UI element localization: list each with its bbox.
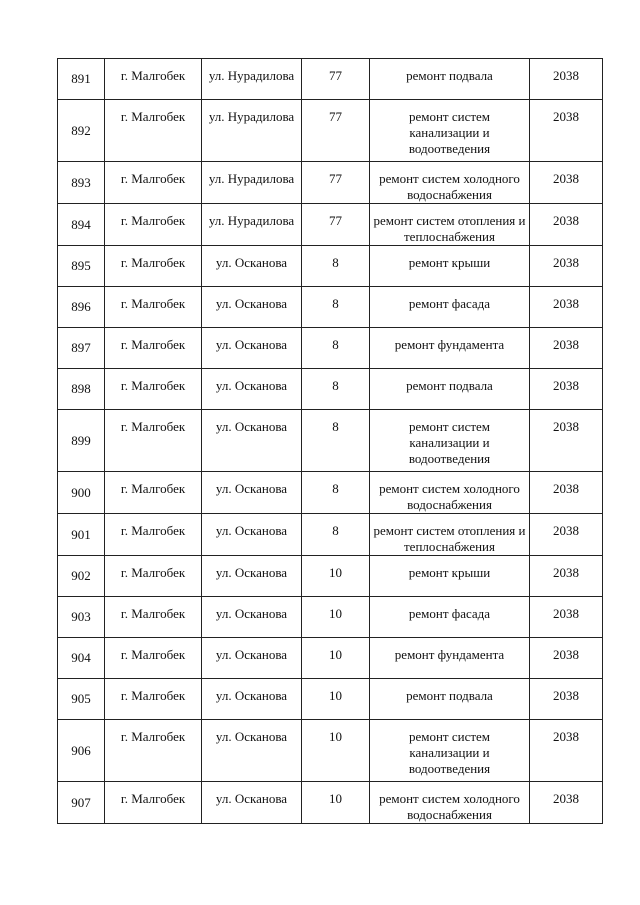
year-cell: 2038 bbox=[530, 100, 603, 162]
city-cell: г. Малгобек bbox=[105, 472, 202, 514]
work-type-cell: ремонт фасада bbox=[370, 597, 530, 638]
work-type-cell: ремонт фундамента bbox=[370, 328, 530, 369]
year-cell: 2038 bbox=[530, 287, 603, 328]
table-row bbox=[58, 162, 603, 204]
year-cell: 2038 bbox=[530, 720, 603, 782]
city-cell: г. Малгобек bbox=[105, 328, 202, 369]
year-cell: 2038 bbox=[530, 246, 603, 287]
street-cell: ул. Осканова bbox=[202, 472, 302, 514]
year-cell: 2038 bbox=[530, 369, 603, 410]
year-cell: 2038 bbox=[530, 410, 603, 472]
city-cell: г. Малгобек bbox=[105, 720, 202, 782]
table-row bbox=[58, 638, 603, 679]
work-type-cell: ремонт систем холодного водоснабжения bbox=[370, 162, 530, 204]
table-row bbox=[58, 514, 603, 556]
house-cell: 77 bbox=[302, 162, 370, 204]
house-cell: 8 bbox=[302, 410, 370, 472]
house-cell: 8 bbox=[302, 287, 370, 328]
row-number: 904 bbox=[58, 638, 105, 679]
street-cell: ул. Осканова bbox=[202, 782, 302, 824]
street-cell: ул. Нурадилова bbox=[202, 204, 302, 246]
city-cell: г. Малгобек bbox=[105, 597, 202, 638]
house-cell: 10 bbox=[302, 720, 370, 782]
table-row bbox=[58, 204, 603, 246]
table-row bbox=[58, 59, 603, 100]
table-row bbox=[58, 472, 603, 514]
city-cell: г. Малгобек bbox=[105, 287, 202, 328]
street-cell: ул. Осканова bbox=[202, 410, 302, 472]
house-cell: 10 bbox=[302, 597, 370, 638]
row-number: 907 bbox=[58, 782, 105, 824]
year-cell: 2038 bbox=[530, 204, 603, 246]
table-row bbox=[58, 287, 603, 328]
city-cell: г. Малгобек bbox=[105, 556, 202, 597]
table-row bbox=[58, 369, 603, 410]
work-type-cell: ремонт подвала bbox=[370, 679, 530, 720]
table-row bbox=[58, 782, 603, 824]
city-cell: г. Малгобек bbox=[105, 59, 202, 100]
row-number: 892 bbox=[58, 100, 105, 162]
table-row bbox=[58, 679, 603, 720]
city-cell: г. Малгобек bbox=[105, 679, 202, 720]
work-type-cell: ремонт систем холодного водоснабжения bbox=[370, 782, 530, 824]
year-cell: 2038 bbox=[530, 782, 603, 824]
row-number: 897 bbox=[58, 328, 105, 369]
city-cell: г. Малгобек bbox=[105, 410, 202, 472]
house-cell: 10 bbox=[302, 679, 370, 720]
work-type-cell: ремонт крыши bbox=[370, 556, 530, 597]
year-cell: 2038 bbox=[530, 328, 603, 369]
row-number: 902 bbox=[58, 556, 105, 597]
street-cell: ул. Нурадилова bbox=[202, 100, 302, 162]
repair-schedule-table bbox=[57, 58, 603, 824]
row-number: 906 bbox=[58, 720, 105, 782]
city-cell: г. Малгобек bbox=[105, 204, 202, 246]
year-cell: 2038 bbox=[530, 59, 603, 100]
house-cell: 8 bbox=[302, 514, 370, 556]
table-row bbox=[58, 410, 603, 472]
street-cell: ул. Осканова bbox=[202, 246, 302, 287]
work-type-cell: ремонт фасада bbox=[370, 287, 530, 328]
work-type-cell: ремонт систем холодного водоснабжения bbox=[370, 472, 530, 514]
street-cell: ул. Нурадилова bbox=[202, 59, 302, 100]
street-cell: ул. Осканова bbox=[202, 638, 302, 679]
house-cell: 8 bbox=[302, 472, 370, 514]
street-cell: ул. Осканова bbox=[202, 369, 302, 410]
street-cell: ул. Осканова bbox=[202, 328, 302, 369]
row-number: 895 bbox=[58, 246, 105, 287]
house-cell: 10 bbox=[302, 638, 370, 679]
city-cell: г. Малгобек bbox=[105, 638, 202, 679]
house-cell: 10 bbox=[302, 556, 370, 597]
work-type-cell: ремонт систем канализации и водоотведения bbox=[370, 720, 530, 782]
row-number: 899 bbox=[58, 410, 105, 472]
year-cell: 2038 bbox=[530, 597, 603, 638]
street-cell: ул. Осканова bbox=[202, 597, 302, 638]
house-cell: 10 bbox=[302, 782, 370, 824]
work-type-cell: ремонт подвала bbox=[370, 59, 530, 100]
row-number: 901 bbox=[58, 514, 105, 556]
city-cell: г. Малгобек bbox=[105, 162, 202, 204]
table-row bbox=[58, 556, 603, 597]
city-cell: г. Малгобек bbox=[105, 782, 202, 824]
work-type-cell: ремонт крыши bbox=[370, 246, 530, 287]
table-row bbox=[58, 597, 603, 638]
row-number: 900 bbox=[58, 472, 105, 514]
row-number: 905 bbox=[58, 679, 105, 720]
street-cell: ул. Осканова bbox=[202, 720, 302, 782]
table-row bbox=[58, 720, 603, 782]
year-cell: 2038 bbox=[530, 679, 603, 720]
work-type-cell: ремонт подвала bbox=[370, 369, 530, 410]
house-cell: 77 bbox=[302, 100, 370, 162]
row-number: 891 bbox=[58, 59, 105, 100]
row-number: 903 bbox=[58, 597, 105, 638]
work-type-cell: ремонт систем отопления и теплоснабжения bbox=[370, 204, 530, 246]
street-cell: ул. Осканова bbox=[202, 514, 302, 556]
year-cell: 2038 bbox=[530, 514, 603, 556]
table-row bbox=[58, 246, 603, 287]
row-number: 896 bbox=[58, 287, 105, 328]
house-cell: 8 bbox=[302, 246, 370, 287]
year-cell: 2038 bbox=[530, 638, 603, 679]
house-cell: 77 bbox=[302, 204, 370, 246]
city-cell: г. Малгобек bbox=[105, 100, 202, 162]
house-cell: 8 bbox=[302, 369, 370, 410]
year-cell: 2038 bbox=[530, 556, 603, 597]
row-number: 898 bbox=[58, 369, 105, 410]
work-type-cell: ремонт систем отопления и теплоснабжения bbox=[370, 514, 530, 556]
city-cell: г. Малгобек bbox=[105, 369, 202, 410]
street-cell: ул. Осканова bbox=[202, 287, 302, 328]
table-row bbox=[58, 328, 603, 369]
row-number: 894 bbox=[58, 204, 105, 246]
house-cell: 8 bbox=[302, 328, 370, 369]
street-cell: ул. Осканова bbox=[202, 679, 302, 720]
table-row bbox=[58, 100, 603, 162]
street-cell: ул. Осканова bbox=[202, 556, 302, 597]
work-type-cell: ремонт систем канализации и водоотведения bbox=[370, 410, 530, 472]
city-cell: г. Малгобек bbox=[105, 246, 202, 287]
city-cell: г. Малгобек bbox=[105, 514, 202, 556]
row-number: 893 bbox=[58, 162, 105, 204]
house-cell: 77 bbox=[302, 59, 370, 100]
work-type-cell: ремонт фундамента bbox=[370, 638, 530, 679]
year-cell: 2038 bbox=[530, 472, 603, 514]
street-cell: ул. Нурадилова bbox=[202, 162, 302, 204]
work-type-cell: ремонт систем канализации и водоотведения bbox=[370, 100, 530, 162]
year-cell: 2038 bbox=[530, 162, 603, 204]
